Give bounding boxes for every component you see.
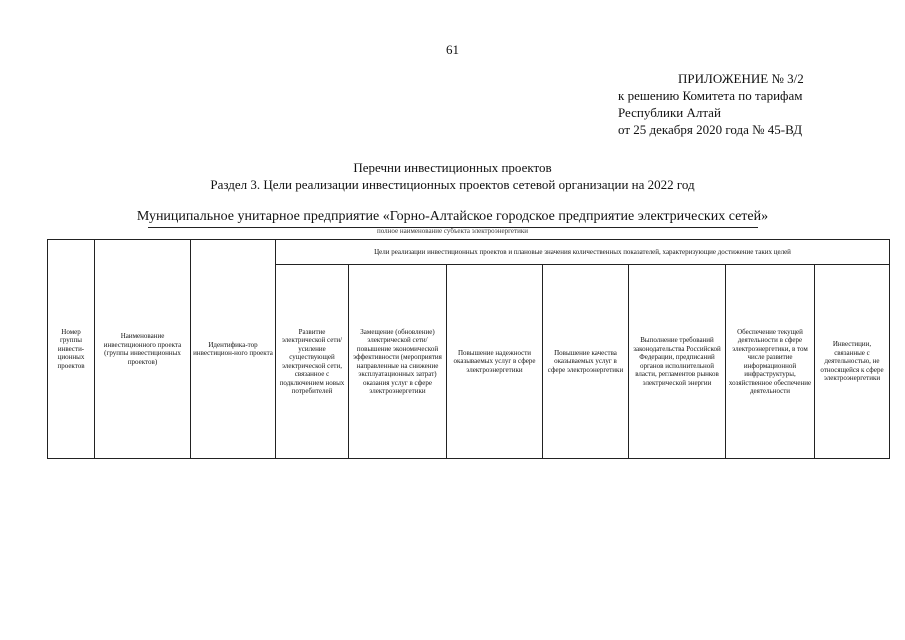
appendix-line-2: к решению Комитета по тарифам — [618, 88, 803, 103]
header-project-name: Наименование инвестиционного проекта (группы инвестиционных проектов) — [95, 240, 191, 459]
header-project-id: Идентифика-тор инвестицион-ного проекта — [191, 240, 276, 459]
title-line-1: Перечни инвестиционных проектов — [353, 160, 552, 175]
organization-note: полное наименование субъекта электроэнергетики — [377, 227, 528, 235]
appendix-line-4: от 25 декабря 2020 года № 45-ВД — [618, 122, 803, 137]
appendix-title: ПРИЛОЖЕНИЕ № 3/2 — [678, 71, 804, 86]
header-group-number: Номер группы инвести-ционных проектов — [48, 240, 95, 459]
header-goals-group: Цели реализации инвестиционных проектов и плановые значения количественных показателей, характеризующие достижение таких целей — [276, 240, 890, 265]
goal-current-activity: Обеспечение текущей деятельности в сфере электроэнергетики, в том числе развитие информационной инфраструктуры, хозяйственное обеспечение деятельности — [726, 265, 815, 459]
document-title — [0, 159, 905, 193]
title-line-2: Раздел 3. Цели реализации инвестиционных проектов сетевой организации на 2022 год — [210, 177, 695, 192]
goals-table — [47, 239, 890, 459]
goal-quality: Повышение качества оказываемых услуг в сфере электроэнергетики — [543, 265, 629, 459]
appendix-line-3: Республики Алтай — [618, 105, 721, 120]
goal-network-development: Развитие электрической сети/усиление существующей электрической сети, связанное с подключением новых потребителей — [276, 265, 349, 459]
appendix-block — [618, 70, 804, 138]
goal-non-energy-investments: Инвестиции, связанные с деятельностью, не относящейся к сфере электроэнергетики — [815, 265, 890, 459]
goal-network-replacement: Замещение (обновление) электрической сети/повышение экономической эффективности (мероприятия направленные на снижение эксплуатационных затрат) оказания услуг в сфере электроэнергетики — [349, 265, 447, 459]
goal-reliability: Повышение надежности оказываемых услуг в сфере электроэнергетики — [447, 265, 543, 459]
page-number: 61 — [446, 42, 459, 57]
goal-legal-compliance: Выполнение требований законодательства Российской Федерации, предписаний органов исполнительной власти, регламентов рынков электрической энергии — [629, 265, 726, 459]
table-header-row — [48, 240, 890, 265]
organization-name: Муниципальное унитарное предприятие «Горно-Алтайское городское предприятие электрических сетей» — [136, 209, 769, 224]
